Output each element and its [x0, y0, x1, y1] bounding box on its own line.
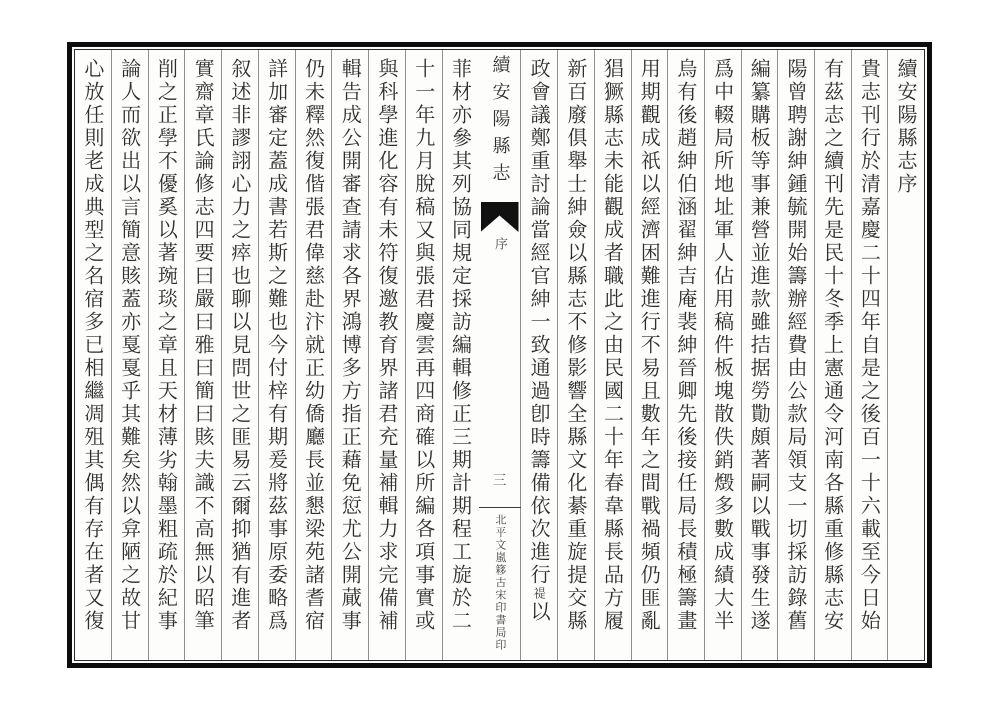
text-column — [368, 50, 405, 660]
page-outer-frame — [67, 42, 932, 668]
inline-small-name: 禔 — [532, 587, 547, 601]
text-column — [777, 50, 814, 660]
column-text: 猖獗縣志未能觀成者職此之由民國二十年春韋縣長品方履 — [600, 58, 625, 633]
text-column — [75, 50, 111, 660]
spine-section-label: 序 — [492, 237, 507, 250]
column-text: 論人而欲出以言簡意賅蓋亦戛戛乎其難矣然以弇陋之故甘 — [117, 58, 142, 633]
spine-column — [479, 50, 521, 660]
text-column — [631, 50, 668, 660]
text-column — [442, 50, 479, 660]
column-text: 續安陽縣志序 — [894, 58, 918, 196]
column-text: 以 — [527, 601, 552, 624]
column-text: 菲材亦參其列協同規定採訪編輯修正三期計期程工旋於二 — [448, 58, 473, 633]
column-text: 新百廢俱舉士紳僉以縣志不修影響全縣文化綦重旋提交縣 — [563, 58, 588, 633]
column-text: 心放任則老成典型之名宿多已相繼凋殂其偶有存在者又復 — [80, 58, 105, 633]
column-text: 有茲志之續刊先是民十冬季上憲通令河南各縣重修縣志安 — [820, 58, 845, 633]
text-column — [331, 50, 368, 660]
column-text: 十一年九月脫稿又與張君慶雲再四商確以所編各項事實或 — [411, 58, 436, 633]
column-text: 叙述非謬詡心力之瘁也聊以見問世之匪易云爾抑猶有進者 — [227, 58, 252, 633]
column-text: 烏有後趙紳伯涵翟紳吉庵裴紳晉卿先後接任局長積極籌畫 — [673, 58, 698, 633]
column-text: 爲中輟局所地址軍人佔用稿件板塊散佚銷燬多數成績大半 — [710, 58, 735, 633]
column-text: 削之正學不優奚以著琬琰之章且天材薄劣翰墨粗疏於紀事 — [154, 58, 179, 633]
text-column — [704, 50, 741, 660]
page-number: 三 — [492, 473, 507, 489]
text-column — [814, 50, 851, 660]
fishtail-mark-icon — [481, 202, 519, 232]
text-column — [148, 50, 185, 660]
column-text: 貴志刊行於清嘉慶二十四年自是之後百一十六載至今日始 — [857, 58, 882, 633]
text-column — [851, 50, 888, 660]
text-column — [557, 50, 594, 660]
publisher-imprint: 北平文嵐簃古宋印書局印 — [493, 514, 507, 652]
column-text: 仍未釋然復偕張君偉慈赴汴就正幼僑廳長並懇梁苑諸耆宿 — [301, 58, 326, 633]
spine-book-title: 續安陽縣志 — [489, 55, 511, 190]
column-text: 用期觀成祇以經濟困難進行不易且數年之間戰禍頻仍匪亂 — [637, 58, 662, 633]
right-half-text-block — [521, 50, 925, 660]
text-column — [667, 50, 704, 660]
column-text: 實齋章氏論修志四要曰嚴曰雅曰簡曰賅夫識不高無以昭筆 — [191, 58, 216, 633]
text-column — [184, 50, 221, 660]
page-inner-frame — [74, 49, 925, 661]
text-column — [520, 50, 557, 660]
text-column — [594, 50, 631, 660]
column-text: 輯告成公開審查請求各界鴻博多方指正藉免愆尤公開蕆事 — [338, 58, 363, 633]
column-text: 政會議鄭重討論當經官紳一致通過卽時籌備依次進行 — [527, 58, 552, 587]
preface-title-column — [887, 50, 924, 660]
left-half-text-block — [75, 50, 479, 660]
text-column — [221, 50, 258, 660]
column-text: 陽曾聘謝紳鍾毓開始籌辦經費由公款局領支一切採訪錄舊 — [783, 58, 808, 633]
text-column — [258, 50, 295, 660]
text-column — [405, 50, 442, 660]
column-text: 詳加審定蓋成書若斯之難也今付梓有期爰將茲事原委略爲 — [264, 58, 289, 633]
text-column — [295, 50, 332, 660]
column-text: 編纂購板等事兼營並進款雖拮据勞勩頗著嗣以戰事發生遂 — [747, 58, 772, 633]
spine-divider-line — [479, 507, 521, 508]
text-column — [111, 50, 148, 660]
text-column — [741, 50, 778, 660]
column-text: 與科學進化容有未符復邀教育界諸君充量補輯力求完備補 — [374, 58, 399, 633]
